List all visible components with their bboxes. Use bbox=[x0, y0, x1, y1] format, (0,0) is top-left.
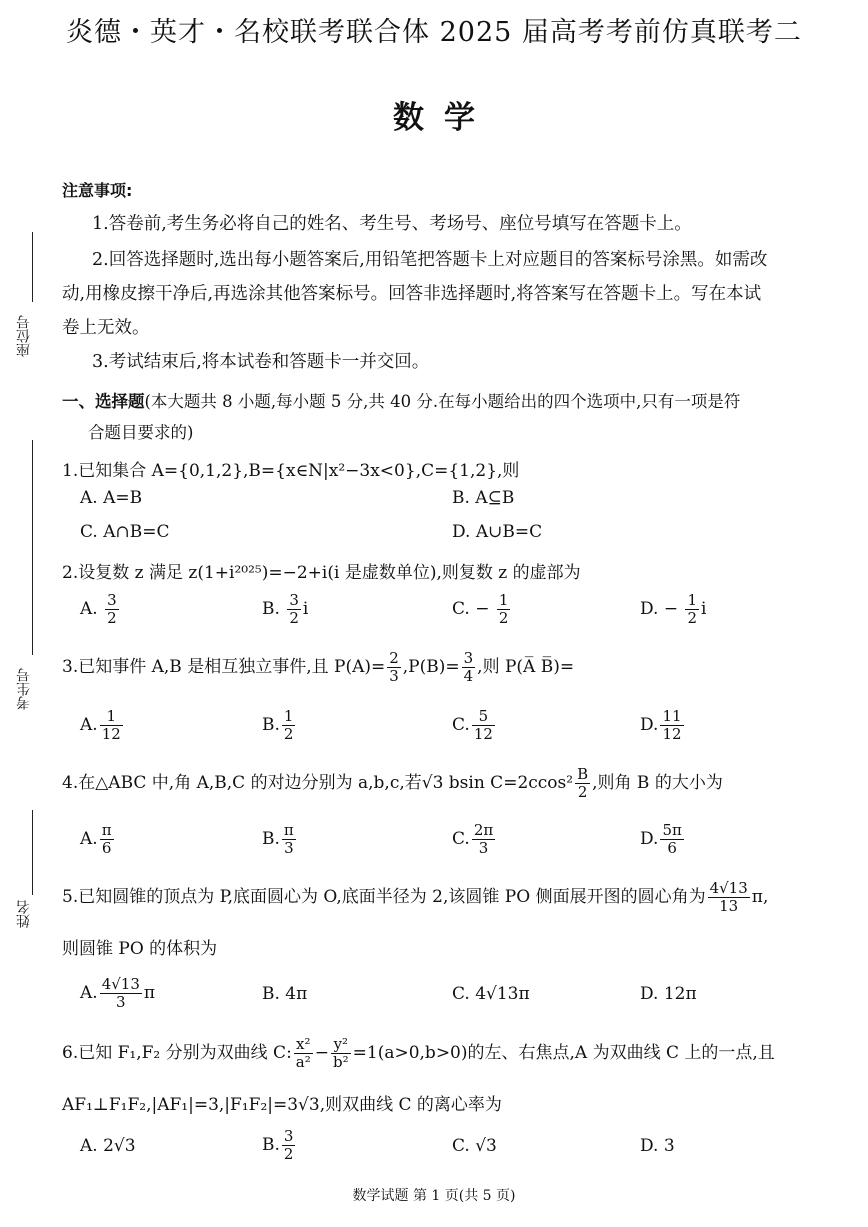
q2-option-c bbox=[452, 592, 512, 627]
name-rule bbox=[32, 810, 33, 895]
q3-d-label: D. bbox=[640, 715, 659, 735]
q2-d-label: D. − bbox=[640, 599, 679, 619]
q3-a-fraction bbox=[100, 708, 123, 743]
q4-a-den: 6 bbox=[101, 839, 112, 857]
q4-b-label: B. bbox=[262, 829, 280, 849]
q4-d-den: 6 bbox=[667, 839, 677, 857]
q4-c-label: C. bbox=[452, 829, 470, 849]
q4-option-c bbox=[452, 822, 497, 857]
section-heading bbox=[62, 386, 832, 448]
q5-stem-suffix: π, bbox=[751, 887, 769, 907]
q3-a-label: A. bbox=[80, 715, 98, 735]
q2-a-fraction bbox=[105, 592, 119, 627]
q2-a-num: 3 bbox=[107, 591, 117, 609]
q5-frac-num: 4√13 bbox=[709, 879, 748, 897]
question-6-stem-b: AF₁⊥F₁F₂,|AF₁|=3,|F₁F₂|=3√3,则双曲线 C 的离心率为 bbox=[62, 1095, 502, 1115]
q3-b-den: 2 bbox=[283, 725, 294, 743]
q5-stem-a: 5.已知圆锥的顶点为 P,底面圆心为 O,底面半径为 2,该圆锥 PO 侧面展开图的圆心角为 bbox=[62, 887, 706, 907]
q3-pa-fraction bbox=[387, 650, 401, 685]
q2-option-a bbox=[80, 592, 121, 627]
q3-d-num: 11 bbox=[662, 707, 682, 725]
q4-c-num: 2π bbox=[473, 821, 494, 839]
q6-x-fraction bbox=[294, 1036, 313, 1071]
q3-pa-den: 3 bbox=[389, 667, 399, 685]
q4-c-fraction bbox=[472, 822, 495, 857]
q5-a-suffix: π bbox=[143, 983, 156, 1003]
q6-b-den: 2 bbox=[283, 1145, 294, 1163]
q3-stem-a: 3.已知事件 A,B 是相互独立事件,且 P(A)= bbox=[62, 657, 386, 677]
q6-x-num: x² bbox=[294, 1036, 313, 1054]
q4-b-fraction bbox=[282, 822, 296, 857]
notice-line-2c: 卷上无效。 bbox=[62, 318, 150, 338]
question-3-stem bbox=[62, 650, 574, 685]
q3-option-d bbox=[640, 708, 686, 743]
q6-option-b bbox=[262, 1128, 297, 1163]
q6-b-fraction bbox=[282, 1128, 296, 1163]
q5-option-a bbox=[80, 976, 155, 1011]
name-label: 姓名 bbox=[16, 900, 32, 928]
q3-option-b bbox=[262, 708, 297, 743]
subject-title: 数学 bbox=[393, 100, 495, 136]
q4-b-num: π bbox=[283, 821, 294, 839]
q6-b-label: B. bbox=[262, 1135, 280, 1155]
q4-a-fraction bbox=[100, 822, 114, 857]
question-6-stem bbox=[62, 1036, 775, 1071]
q3-c-label: C. bbox=[452, 715, 470, 735]
q3-pb-fraction bbox=[462, 650, 476, 685]
q3-pa-num: 2 bbox=[389, 649, 399, 667]
section-desc-a: (本大题共 8 小题,每小题 5 分,共 40 分.在每小题给出的四个选项中,只有一项是符 bbox=[144, 392, 741, 411]
question-1-stem: 1.已知集合 A={0,1,2},B={x∈N|x²−3x<0},C={1,2},则 bbox=[62, 461, 520, 481]
q2-d-fraction bbox=[685, 592, 699, 627]
q3-option-a bbox=[80, 708, 125, 743]
q1-option-d: D. A∪B=C bbox=[452, 522, 543, 542]
seat-label: 座位号 bbox=[16, 315, 32, 357]
q4-d-fraction bbox=[660, 822, 683, 857]
q6-y-fraction bbox=[331, 1036, 351, 1071]
q2-b-label: B. bbox=[262, 599, 280, 619]
q2-d-suffix: i bbox=[701, 599, 707, 619]
notice-heading: 注意事项: bbox=[62, 181, 133, 200]
q2-d-den: 2 bbox=[687, 609, 698, 627]
q1-option-b: B. A⊆B bbox=[452, 488, 515, 508]
q3-option-c bbox=[452, 708, 497, 743]
q2-c-label: C. − bbox=[452, 599, 490, 619]
q2-c-num: 1 bbox=[498, 591, 509, 609]
q3-b-label: B. bbox=[262, 715, 280, 735]
q6-minus: − bbox=[314, 1043, 330, 1063]
q5-a-fraction bbox=[100, 976, 142, 1011]
q5-a-num: 4√13 bbox=[101, 975, 140, 993]
q6-y-den: b² bbox=[333, 1053, 349, 1071]
exam-no-rule bbox=[32, 440, 33, 655]
q2-b-suffix: i bbox=[302, 599, 309, 619]
q6-y-num: y² bbox=[331, 1036, 351, 1054]
q5-a-den: 3 bbox=[116, 993, 126, 1011]
q4-frac-den: 2 bbox=[577, 783, 588, 801]
q5-frac-den: 13 bbox=[719, 897, 739, 915]
notice-line-2b: 动,用橡皮擦干净后,再选涂其他答案标号。回答非选择题时,将答案写在答题卡上。写在本试 bbox=[62, 284, 762, 304]
q6-stem-a2: =1(a>0,b>0)的左、右焦点,A 为双曲线 C 上的一点,且 bbox=[352, 1043, 775, 1063]
q3-a-num: 1 bbox=[100, 708, 123, 726]
q6-option-d: D. 3 bbox=[640, 1136, 675, 1156]
q3-c-num: 5 bbox=[472, 708, 495, 726]
q4-a-num: π bbox=[101, 821, 112, 839]
q4-option-b bbox=[262, 822, 298, 857]
q3-stem-b: ,P(B)= bbox=[402, 657, 460, 677]
q3-c-fraction bbox=[472, 708, 495, 743]
q2-c-fraction bbox=[497, 592, 511, 627]
q6-option-a: A. 2√3 bbox=[80, 1136, 136, 1156]
q6-b-num: 3 bbox=[283, 1127, 294, 1145]
q3-d-fraction bbox=[660, 708, 683, 743]
q4-stem-a: 4.在△ABC 中,角 A,B,C 的对边分别为 a,b,c,若√3 bsin C=2ccos² bbox=[62, 773, 574, 793]
section-title: 一、选择题 bbox=[62, 392, 145, 411]
q1-option-a: A. A=B bbox=[80, 488, 143, 508]
q4-fraction bbox=[575, 766, 590, 801]
q3-pb-den: 4 bbox=[463, 667, 474, 685]
q3-c-den: 12 bbox=[473, 725, 493, 743]
page-footer: 数学试题 第 1 页(共 5 页) bbox=[352, 1188, 516, 1204]
q4-a-label: A. bbox=[80, 829, 98, 849]
q3-d-den: 12 bbox=[662, 725, 682, 743]
q2-b-num: 3 bbox=[289, 591, 299, 609]
notice-line-2a: 2.回答选择题时,选出每小题答案后,用铅笔把答题卡上对应题目的答案标号涂黑。如需改 bbox=[92, 250, 768, 270]
q5-option-d: D. 12π bbox=[640, 984, 697, 1004]
q5-option-b: B. 4π bbox=[262, 984, 308, 1004]
exam-no-label: 考生号 bbox=[16, 668, 32, 710]
q3-b-num: 1 bbox=[283, 707, 294, 725]
q4-stem-b: ,则角 B 的大小为 bbox=[592, 773, 723, 793]
q2-a-den: 2 bbox=[107, 609, 117, 627]
q5-a-label: A. bbox=[80, 983, 98, 1003]
q2-option-d bbox=[640, 592, 706, 627]
q3-b-fraction bbox=[282, 708, 296, 743]
question-2-stem: 2.设复数 z 满足 z(1+i²⁰²⁵)=−2+i(i 是虚数单位),则复数 z 的虚部为 bbox=[62, 563, 581, 583]
q3-pb-num: 3 bbox=[463, 649, 474, 667]
q6-stem-a: 6.已知 F₁,F₂ 分别为双曲线 C: bbox=[62, 1043, 292, 1063]
q4-c-den: 3 bbox=[478, 839, 489, 857]
q6-option-c: C. √3 bbox=[452, 1136, 497, 1156]
q1-option-c: C. A∩B=C bbox=[80, 522, 170, 542]
q2-a-label: A. bbox=[80, 599, 98, 619]
q5-option-c: C. 4√13π bbox=[452, 984, 530, 1004]
q4-b-den: 3 bbox=[284, 839, 294, 857]
section-desc-b: 合题目要求的) bbox=[88, 423, 194, 442]
question-4-stem bbox=[62, 766, 723, 801]
q6-x-den: a² bbox=[295, 1053, 311, 1071]
seat-rule bbox=[32, 232, 33, 302]
q2-c-den: 2 bbox=[498, 609, 509, 627]
question-5-stem bbox=[62, 880, 768, 915]
q2-d-num: 1 bbox=[687, 591, 698, 609]
q2-b-fraction bbox=[287, 592, 301, 627]
q4-option-d bbox=[640, 822, 686, 857]
q4-d-label: D. bbox=[640, 829, 659, 849]
notice-line-1: 1.答卷前,考生务必将自己的姓名、考生号、考场号、座位号填写在答题卡上。 bbox=[92, 214, 692, 234]
q3-stem-c: ,则 P(A̅ B̅)= bbox=[477, 657, 575, 677]
q2-option-b bbox=[262, 592, 308, 627]
question-5-stem-b: 则圆锥 PO 的体积为 bbox=[62, 939, 218, 959]
q3-a-den: 12 bbox=[101, 725, 121, 743]
q4-d-num: 5π bbox=[662, 821, 682, 839]
q5-fraction bbox=[708, 880, 750, 915]
notice-line-3: 3.考试结束后,将本试卷和答题卡一并交回。 bbox=[92, 352, 430, 372]
q4-option-a bbox=[80, 822, 116, 857]
q4-frac-num: B bbox=[577, 765, 589, 783]
exam-title: 炎德・英才・名校联考联合体 2025 届高考考前仿真联考二 bbox=[66, 17, 802, 48]
q2-b-den: 2 bbox=[289, 609, 299, 627]
